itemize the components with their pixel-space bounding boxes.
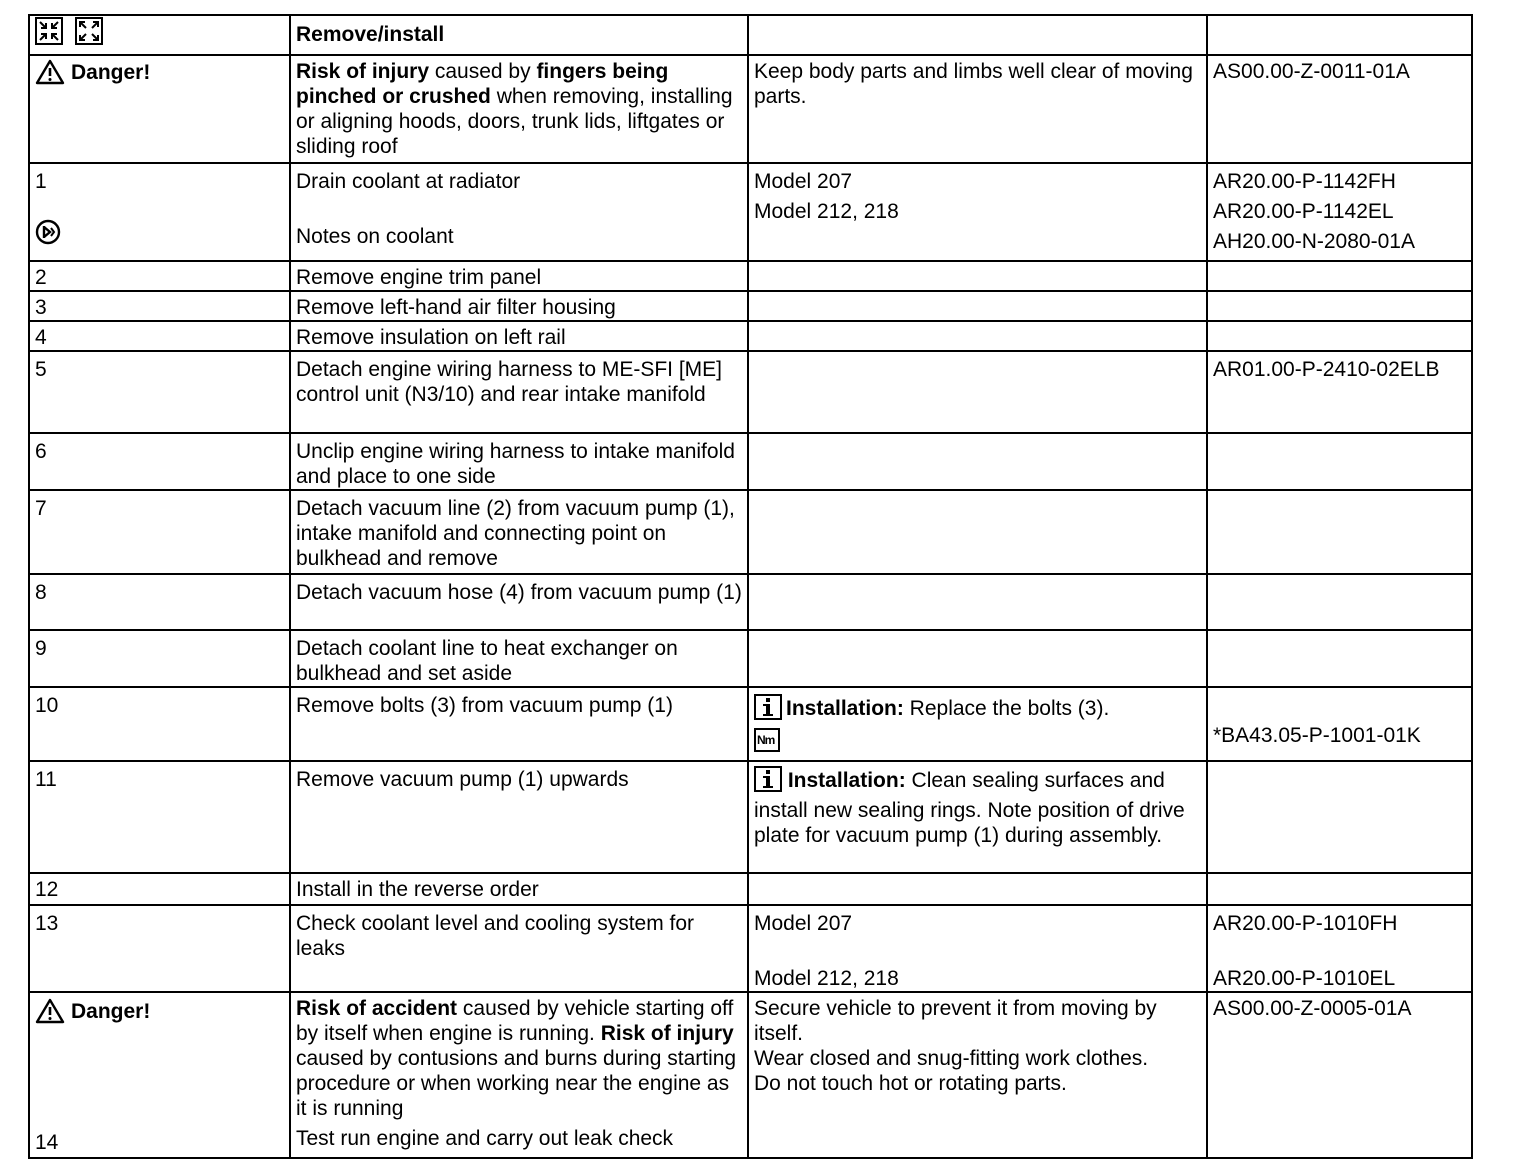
page-title: Remove/install bbox=[296, 23, 445, 46]
step-row-2 bbox=[29, 261, 1472, 291]
reference-link[interactable] bbox=[1207, 630, 1472, 687]
reference-link[interactable] bbox=[1207, 261, 1472, 291]
step-number: 9 bbox=[29, 630, 290, 687]
step-number: 2 bbox=[29, 261, 290, 291]
step-text: Drain coolant at radiator bbox=[296, 170, 521, 193]
step-text: Detach vacuum line (2) from vacuum pump (1), intake manifold and connecting point on bulkhead and remove bbox=[290, 490, 748, 574]
step-text: Remove insulation on left rail bbox=[290, 321, 748, 351]
danger-top-risk: Risk of injury caused by fingers being pinched or crushed when removing, installing or aligning hoods, doors, trunk lids, liftgates or sliding roof bbox=[290, 55, 748, 163]
step-row-5 bbox=[29, 351, 1472, 433]
step-row-11: 11 Remove vacuum pump (1) upwards Installation: Clean sealing surfaces and install new sealing rings. Note position of drive plate for vacuum pump (1) during assembly. bbox=[29, 761, 1472, 873]
reference-link[interactable]: AR20.00-P-1142EL bbox=[1213, 200, 1394, 223]
step-number: 3 bbox=[29, 291, 290, 321]
danger-bottom-measure: Wear closed and snug-fitting work clothes. bbox=[754, 1047, 1149, 1070]
expand-arrows-icon[interactable] bbox=[75, 17, 103, 51]
step-text: Detach vacuum hose (4) from vacuum pump (1) bbox=[290, 574, 748, 630]
step-row-10 bbox=[29, 687, 1472, 761]
step-row-13 bbox=[29, 905, 1472, 992]
danger-top-measure: Keep body parts and limbs well clear of moving parts. bbox=[748, 55, 1207, 163]
step-text: Remove engine trim panel bbox=[290, 261, 748, 291]
step-number: 12 bbox=[29, 873, 290, 905]
step-row-7 bbox=[29, 490, 1472, 574]
step-number: 11 bbox=[29, 761, 290, 873]
danger-row-bottom bbox=[29, 992, 1472, 1158]
reference-link[interactable]: AR01.00-P-2410-02ELB bbox=[1207, 351, 1472, 433]
reference-link[interactable] bbox=[1207, 321, 1472, 351]
step-number: 10 bbox=[29, 687, 290, 761]
warning-triangle-icon bbox=[35, 998, 65, 1024]
header-icons-cell bbox=[29, 15, 290, 55]
reference-link[interactable] bbox=[1207, 291, 1472, 321]
danger-bottom-ref[interactable]: AS00.00-Z-0005-01A bbox=[1207, 992, 1472, 1158]
step-number: 8 bbox=[29, 574, 290, 630]
danger-top-ref[interactable]: AS00.00-Z-0011-01A bbox=[1207, 55, 1472, 163]
warning-triangle-icon bbox=[35, 59, 65, 85]
step-number: 1 bbox=[35, 170, 47, 193]
step-text: Unclip engine wiring harness to intake manifold and place to one side bbox=[290, 433, 748, 490]
step-row-1 bbox=[29, 163, 1472, 261]
step-number: 14 bbox=[35, 1131, 59, 1154]
step-text: Remove left-hand air filter housing bbox=[290, 291, 748, 321]
danger-label-bottom: Danger! bbox=[35, 998, 284, 1024]
step-row-4 bbox=[29, 321, 1472, 351]
step-text: Detach coolant line to heat exchanger on bulkhead and set aside bbox=[290, 630, 748, 687]
procedure-table bbox=[28, 14, 1473, 1159]
step-text: Install in the reverse order bbox=[290, 873, 748, 905]
danger-row-top bbox=[29, 55, 1472, 163]
shrink-arrows-icon[interactable] bbox=[35, 17, 63, 51]
installation-note: Installation: Replace the bolts (3). bbox=[754, 692, 1201, 726]
reference-link[interactable] bbox=[1207, 574, 1472, 630]
step-row-6 bbox=[29, 433, 1472, 490]
header-row bbox=[29, 15, 1472, 55]
reference-link[interactable]: AH20.00-N-2080-01A bbox=[1213, 230, 1415, 253]
danger-bottom-measure: Do not touch hot or rotating parts. bbox=[754, 1072, 1067, 1095]
step-row-8 bbox=[29, 574, 1472, 630]
step-row-12 bbox=[29, 873, 1472, 905]
model-label: Model 212, 218 bbox=[754, 200, 899, 223]
reference-link[interactable] bbox=[1207, 490, 1472, 574]
reference-link[interactable]: *BA43.05-P-1001-01K bbox=[1213, 724, 1421, 747]
step-text: Remove bolts (3) from vacuum pump (1) bbox=[290, 687, 748, 761]
step-text: Remove vacuum pump (1) upwards bbox=[290, 761, 748, 873]
step-number: 13 bbox=[29, 905, 290, 992]
step-row-3 bbox=[29, 291, 1472, 321]
info-icon[interactable] bbox=[754, 694, 782, 726]
note-circle-icon[interactable] bbox=[35, 219, 61, 251]
info-icon[interactable] bbox=[754, 766, 782, 798]
header-title-cell bbox=[290, 15, 748, 55]
reference-link[interactable] bbox=[1207, 433, 1472, 490]
step-number: 6 bbox=[29, 433, 290, 490]
model-label: Model 207 bbox=[754, 170, 853, 193]
model-label: Model 212, 218 bbox=[754, 967, 899, 990]
step-number: 4 bbox=[29, 321, 290, 351]
step-text: Test run engine and carry out leak check bbox=[296, 1127, 674, 1150]
step-row-9 bbox=[29, 630, 1472, 687]
model-label: Model 207 bbox=[754, 912, 853, 935]
step-text: Check coolant level and cooling system for leaks bbox=[290, 905, 748, 992]
note-text: Notes on coolant bbox=[296, 225, 454, 248]
danger-bottom-measure: Secure vehicle to prevent it from moving by itself. bbox=[754, 997, 1157, 1045]
step-number: 5 bbox=[29, 351, 290, 433]
step-number: 7 bbox=[29, 490, 290, 574]
danger-label-top: Danger! bbox=[35, 59, 284, 85]
reference-link[interactable]: AR20.00-P-1010EL bbox=[1213, 967, 1396, 990]
reference-link[interactable]: AR20.00-P-1142FH bbox=[1213, 170, 1396, 193]
reference-link[interactable]: AR20.00-P-1010FH bbox=[1213, 912, 1398, 935]
step-text: Detach engine wiring harness to ME-SFI [ME] control unit (N3/10) and rear intake manifold bbox=[290, 351, 748, 433]
danger-bottom-risk: Risk of accident caused by vehicle starting off by itself when engine is running. Risk of injury caused by contusions and burns during starting procedure or when working near the engine as it is running bbox=[296, 997, 737, 1120]
torque-icon[interactable]: Nm bbox=[754, 728, 780, 752]
